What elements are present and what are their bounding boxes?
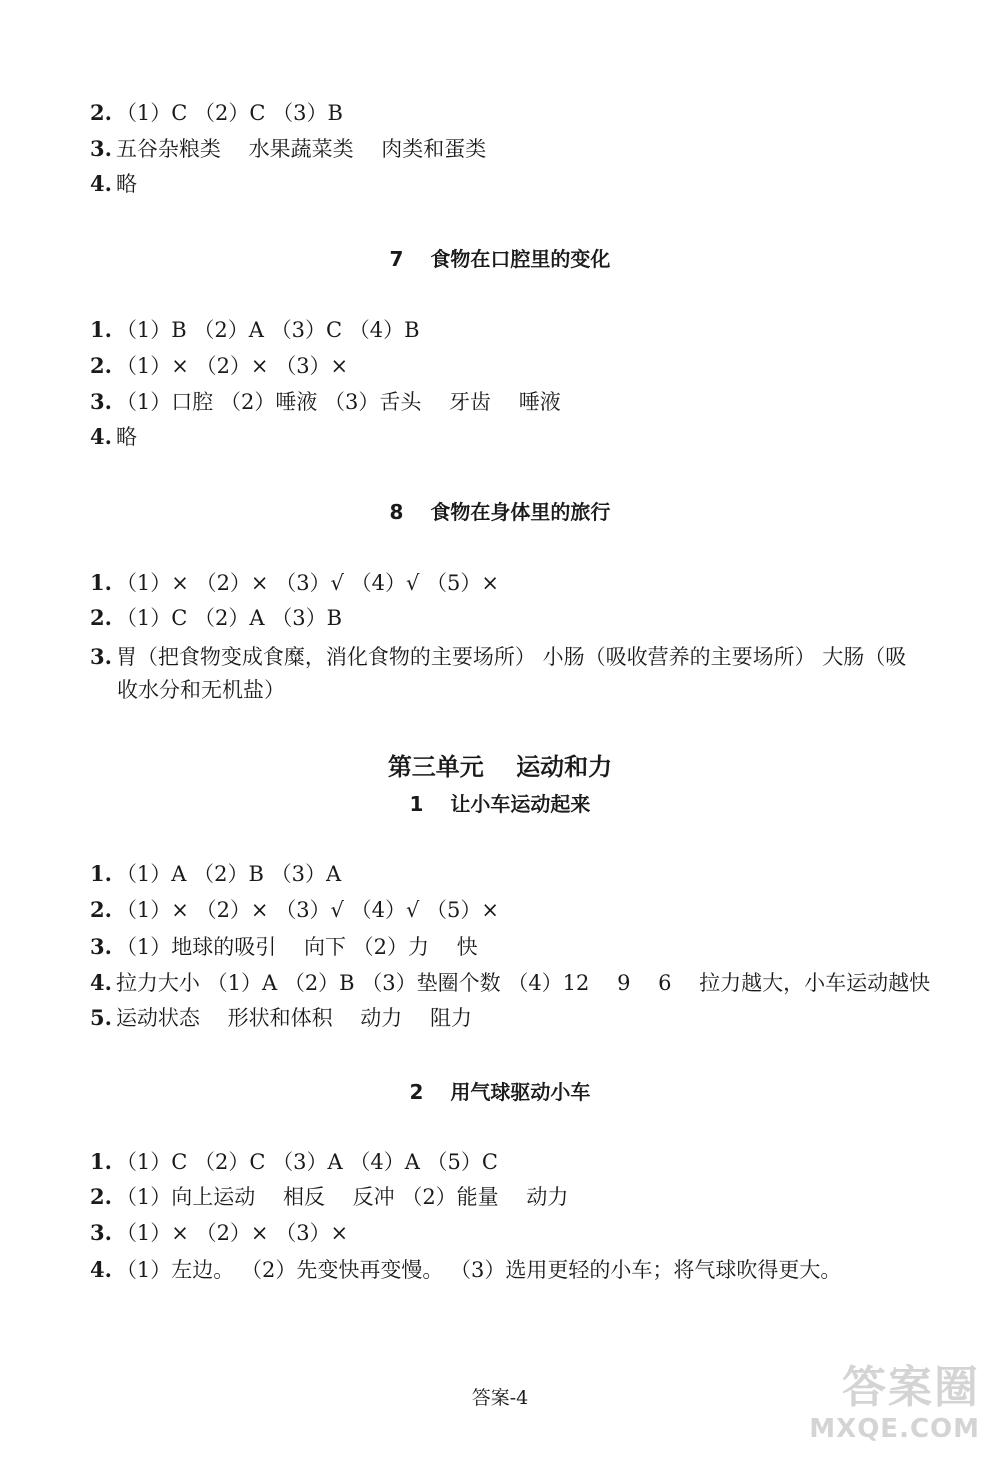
question-number: 2. [90,605,112,630]
question-number: 3. [90,644,112,669]
answer-line-1 [90,315,940,345]
question-number: 4. [90,1257,112,1282]
section-heading-1: 1 让小车运动起来 [409,792,591,816]
answer-text: （1）× （2）× （3）√ （4）√ （5）× [115,898,499,922]
answer-line-2 [90,895,940,925]
answer-text: （1）× （2）× （3）× [115,354,349,378]
answer-line-1 [90,568,940,598]
question-number: 5. [90,1005,112,1030]
answer-text: （1）B （2）A （3）C （4）B [115,318,420,342]
section-heading-2: 2 用气球驱动小车 [409,1080,591,1104]
question-number: 2. [90,100,112,125]
answer-text: （1）地球的吸引 向下 （2）力 快 [115,935,478,959]
section-heading-8: 8 食物在身体里的旅行 [389,500,611,524]
question-number: 4. [90,424,112,449]
answer-line-3 [90,932,940,962]
question-number: 2. [90,1184,112,1209]
answer-line-2 [90,351,940,381]
question-number: 4. [90,171,112,196]
question-number: 1. [90,570,112,595]
answer-line-3 [90,134,940,164]
answer-text: （1）× （2）× （3）× [115,1221,349,1245]
answer-text: 五谷杂粮类 水果蔬菜类 肉类和蛋类 [115,137,487,161]
answer-text: 略 [115,172,137,196]
section-heading-7: 7 食物在口腔里的变化 [389,247,611,271]
watermark-text: 答案圈 [842,1362,980,1413]
question-number: 1. [90,861,112,886]
answer-line-2 [90,1182,940,1212]
answer-text: （1）左边。 （2）先变快再变慢。 （3）选用更轻的小车；将气球吹得更大。 [115,1258,842,1282]
answer-line-3-continued: 收水分和无机盐） [117,678,285,702]
watermark-url: MXQE.COM [809,1414,980,1444]
answer-text: （1）口腔 （2）唾液 （3）舌头 牙齿 唾液 [115,390,561,414]
answer-text: （1）C （2）A （3）B [115,606,343,630]
answer-text: 胃（把食物变成食糜，消化食物的主要场所） 小肠（吸收营养的主要场所） 大肠（吸 [115,645,907,669]
question-number: 3. [90,389,112,414]
answer-line-4 [90,169,940,199]
question-number: 2. [90,353,112,378]
answer-text: （1）× （2）× （3）√ （4）√ （5）× [115,571,499,595]
answer-line-4 [90,1255,940,1285]
unit-title: 第三单元 运动和力 [387,753,613,781]
answer-line-2 [90,98,940,128]
answer-text: （1）向上运动 相反 反冲 （2）能量 动力 [115,1185,569,1209]
answer-line-1 [90,1147,940,1177]
answer-line-4 [90,968,940,998]
answer-text: 拉力大小 （1）A （2）B （3）垫圈个数 （4）12 9 6 拉力越大，小车运动越快 [115,971,931,995]
answer-line-3 [90,642,940,672]
answer-line-2 [90,603,940,633]
answer-line-3 [90,1218,940,1248]
question-number: 3. [90,136,112,161]
page-footer-label: 答案-4 [471,1387,529,1409]
question-number: 1. [90,1149,112,1174]
answer-line-4 [90,422,940,452]
question-number: 3. [90,934,112,959]
question-number: 3. [90,1220,112,1245]
answer-line-5 [90,1003,940,1033]
answer-line-3 [90,387,940,417]
watermark-logo [760,1362,980,1462]
answer-text: （1）A （2）B （3）A [115,862,342,886]
question-number: 2. [90,897,112,922]
answer-text: （1）C （2）C （3）B [115,101,343,125]
question-number: 4. [90,970,112,995]
answer-text: 略 [115,425,137,449]
answer-text: 运动状态 形状和体积 动力 阻力 [115,1006,472,1030]
answer-text: （1）C （2）C （3）A （4）A （5）C [115,1150,498,1174]
answer-line-1 [90,859,940,889]
question-number: 1. [90,317,112,342]
